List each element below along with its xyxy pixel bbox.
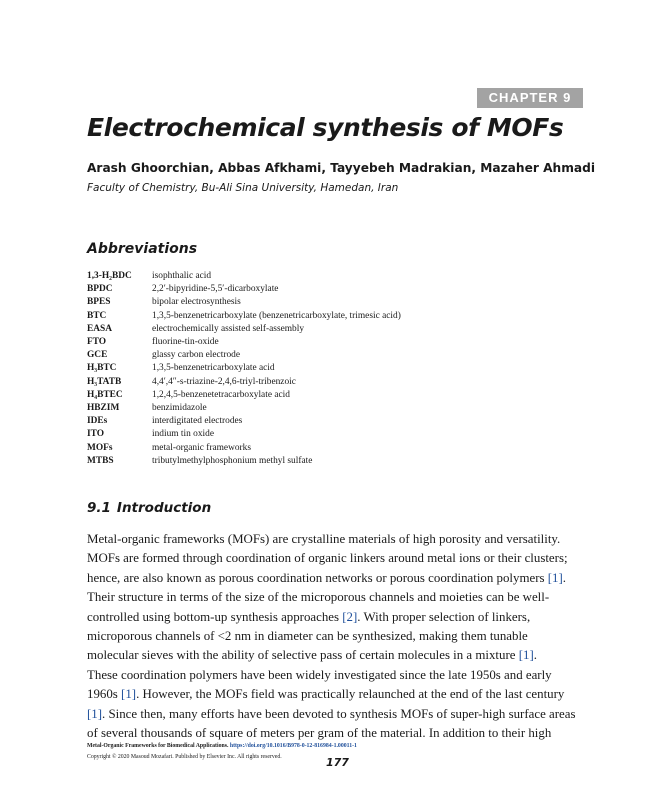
abbreviation-row <box>87 455 401 468</box>
abbreviation-definition: tributylmethylphosphonium methyl sulfate <box>152 455 313 466</box>
text-line <box>87 646 583 665</box>
abbreviation-definition: 2,2′-bipyridine-5,5′-dicarboxylate <box>152 284 279 295</box>
abbreviation-definition: 4,4′,4″-s-triazine-2,4,6-triyl-tribenzoic <box>152 376 296 387</box>
abbreviation-row <box>87 402 401 415</box>
page-number: 177 <box>326 756 349 769</box>
text-segment: molecular sieves with the ability of selective pass of certain molecules in a mixture <box>87 648 519 663</box>
text-segment: MOFs are formed through coordination of organic linkers around metal ions or their clusters; <box>87 551 568 566</box>
text-line <box>87 627 583 646</box>
copyright-notice: Copyright © 2020 Masoud Mozafari. Published by Elsevier Inc. All rights reserved. <box>87 754 282 760</box>
abbreviation-row <box>87 349 401 362</box>
body-paragraph <box>87 530 583 743</box>
abbreviation-row <box>87 270 401 283</box>
section-title: Introduction <box>116 500 212 516</box>
abbreviation-row <box>87 376 401 389</box>
chapter-label: CHAPTER 9 <box>477 88 583 108</box>
text-segment: 1960s <box>87 687 122 702</box>
abbreviation-term: EASA <box>87 323 113 334</box>
text-segment: These coordination polymers have been widely investigated since the late 1950s and early <box>87 667 552 682</box>
section-heading <box>87 500 211 516</box>
abbreviations-table <box>87 270 401 468</box>
abbreviation-term: MOFs <box>87 442 113 453</box>
abbreviation-term: MTBS <box>87 455 114 466</box>
abbreviation-definition: glassy carbon electrode <box>152 350 240 361</box>
abbreviation-row <box>87 310 401 323</box>
text-line <box>87 705 583 724</box>
abbreviation-row <box>87 442 401 455</box>
citation-link[interactable]: [2] <box>342 609 358 624</box>
abbreviation-term: BTC <box>87 310 107 321</box>
text-line <box>87 685 583 704</box>
abbreviation-term: H₃TATB <box>87 376 122 387</box>
abbreviation-row <box>87 362 401 375</box>
text-line <box>87 530 583 549</box>
abbreviation-term: BPES <box>87 297 111 308</box>
abbreviation-row <box>87 336 401 349</box>
abbreviation-definition: isophthalic acid <box>152 271 212 281</box>
abbreviation-definition: 1,3,5-benzenetricarboxylate acid <box>152 363 275 374</box>
text-segment: of several thousands of square of meters per gram of the material. In addition to their high <box>87 726 552 741</box>
text-line <box>87 666 583 685</box>
abbreviation-row <box>87 389 401 402</box>
text-line <box>87 549 583 568</box>
abbreviations-heading: Abbreviations <box>87 241 198 257</box>
abbreviation-row <box>87 415 401 428</box>
abbreviation-term: 1,3-H₂BDC <box>87 271 132 281</box>
doi-link[interactable]: https://doi.org/10.1016/B978-0-12-816984-1.00011-1 <box>229 743 357 749</box>
abbreviation-definition: electrochemically assisted self-assembly <box>152 323 305 334</box>
abbreviation-term: BPDC <box>87 284 113 295</box>
abbreviation-definition: indium tin oxide <box>152 429 214 440</box>
abbreviation-definition: 1,3,5-benzenetricarboxylate (benzenetricarboxylate, trimesic acid) <box>152 310 401 321</box>
text-segment: . With proper selection of linkers, <box>357 609 531 624</box>
abbreviation-term: GCE <box>87 350 108 361</box>
abbreviation-term: FTO <box>87 337 107 348</box>
citation-link[interactable]: [1] <box>121 687 137 702</box>
abbreviation-row <box>87 428 401 441</box>
abbreviation-definition: 1,2,4,5-benzenetetracarboxylate acid <box>152 389 290 400</box>
text-line <box>87 588 583 607</box>
abbreviation-term: HBZIM <box>87 403 120 414</box>
abbreviation-row <box>87 323 401 336</box>
abbreviation-row <box>87 283 401 296</box>
author-affiliation: Faculty of Chemistry, Bu-Ali Sina University, Hamedan, Iran <box>87 182 399 194</box>
text-segment: Their structure in terms of the size of the microporous channels and moieties can be well- <box>87 590 550 605</box>
abbreviation-term: H₄BTEC <box>87 389 123 400</box>
abbreviation-row <box>87 296 401 309</box>
chapter-title: Electrochemical synthesis of MOFs <box>87 113 564 142</box>
text-segment: microporous channels of <2 nm in diameter can be synthesized, making them tunable <box>87 629 528 644</box>
text-segment: controlled using bottom-up synthesis approaches <box>87 609 343 624</box>
abbreviation-definition: fluorine-tin-oxide <box>152 337 219 348</box>
abbreviation-definition: bipolar electrosynthesis <box>152 297 241 308</box>
author-list: Arash Ghoorchian, Abbas Afkhami, Tayyebeh Madrakian, Mazaher Ahmadi <box>87 161 596 175</box>
citation-link[interactable]: [1] <box>547 570 563 585</box>
text-line <box>87 724 583 743</box>
citation-link[interactable]: [1] <box>87 706 103 721</box>
abbreviation-definition: metal-organic frameworks <box>152 442 252 453</box>
abbreviation-term: ITO <box>87 429 105 440</box>
text-segment: . <box>562 570 566 585</box>
text-segment: . Since then, many efforts have been devoted to synthesis MOFs of super-high surface areas <box>102 706 576 721</box>
text-line <box>87 608 583 627</box>
abbreviation-term: H₃BTC <box>87 363 117 374</box>
text-segment: . <box>533 648 537 663</box>
text-segment: . However, the MOFs field was practically relaunched at the end of the last century <box>136 687 565 702</box>
citation-link[interactable]: [1] <box>518 648 534 663</box>
text-segment: hence, are also known as porous coordination networks or porous coordination polymers <box>87 570 548 585</box>
abbreviation-definition: benzimidazole <box>152 403 207 414</box>
footer-citation <box>87 743 357 749</box>
text-segment: Metal-organic frameworks (MOFs) are crystalline materials of high porosity and versatility. <box>87 532 561 546</box>
text-line <box>87 569 583 588</box>
abbreviation-definition: interdigitated electrodes <box>152 416 243 427</box>
book-title: Metal-Organic Frameworks for Biomedical Applications. <box>87 743 229 749</box>
abbreviation-term: IDEs <box>87 416 108 427</box>
section-number: 9.1 <box>87 500 111 516</box>
